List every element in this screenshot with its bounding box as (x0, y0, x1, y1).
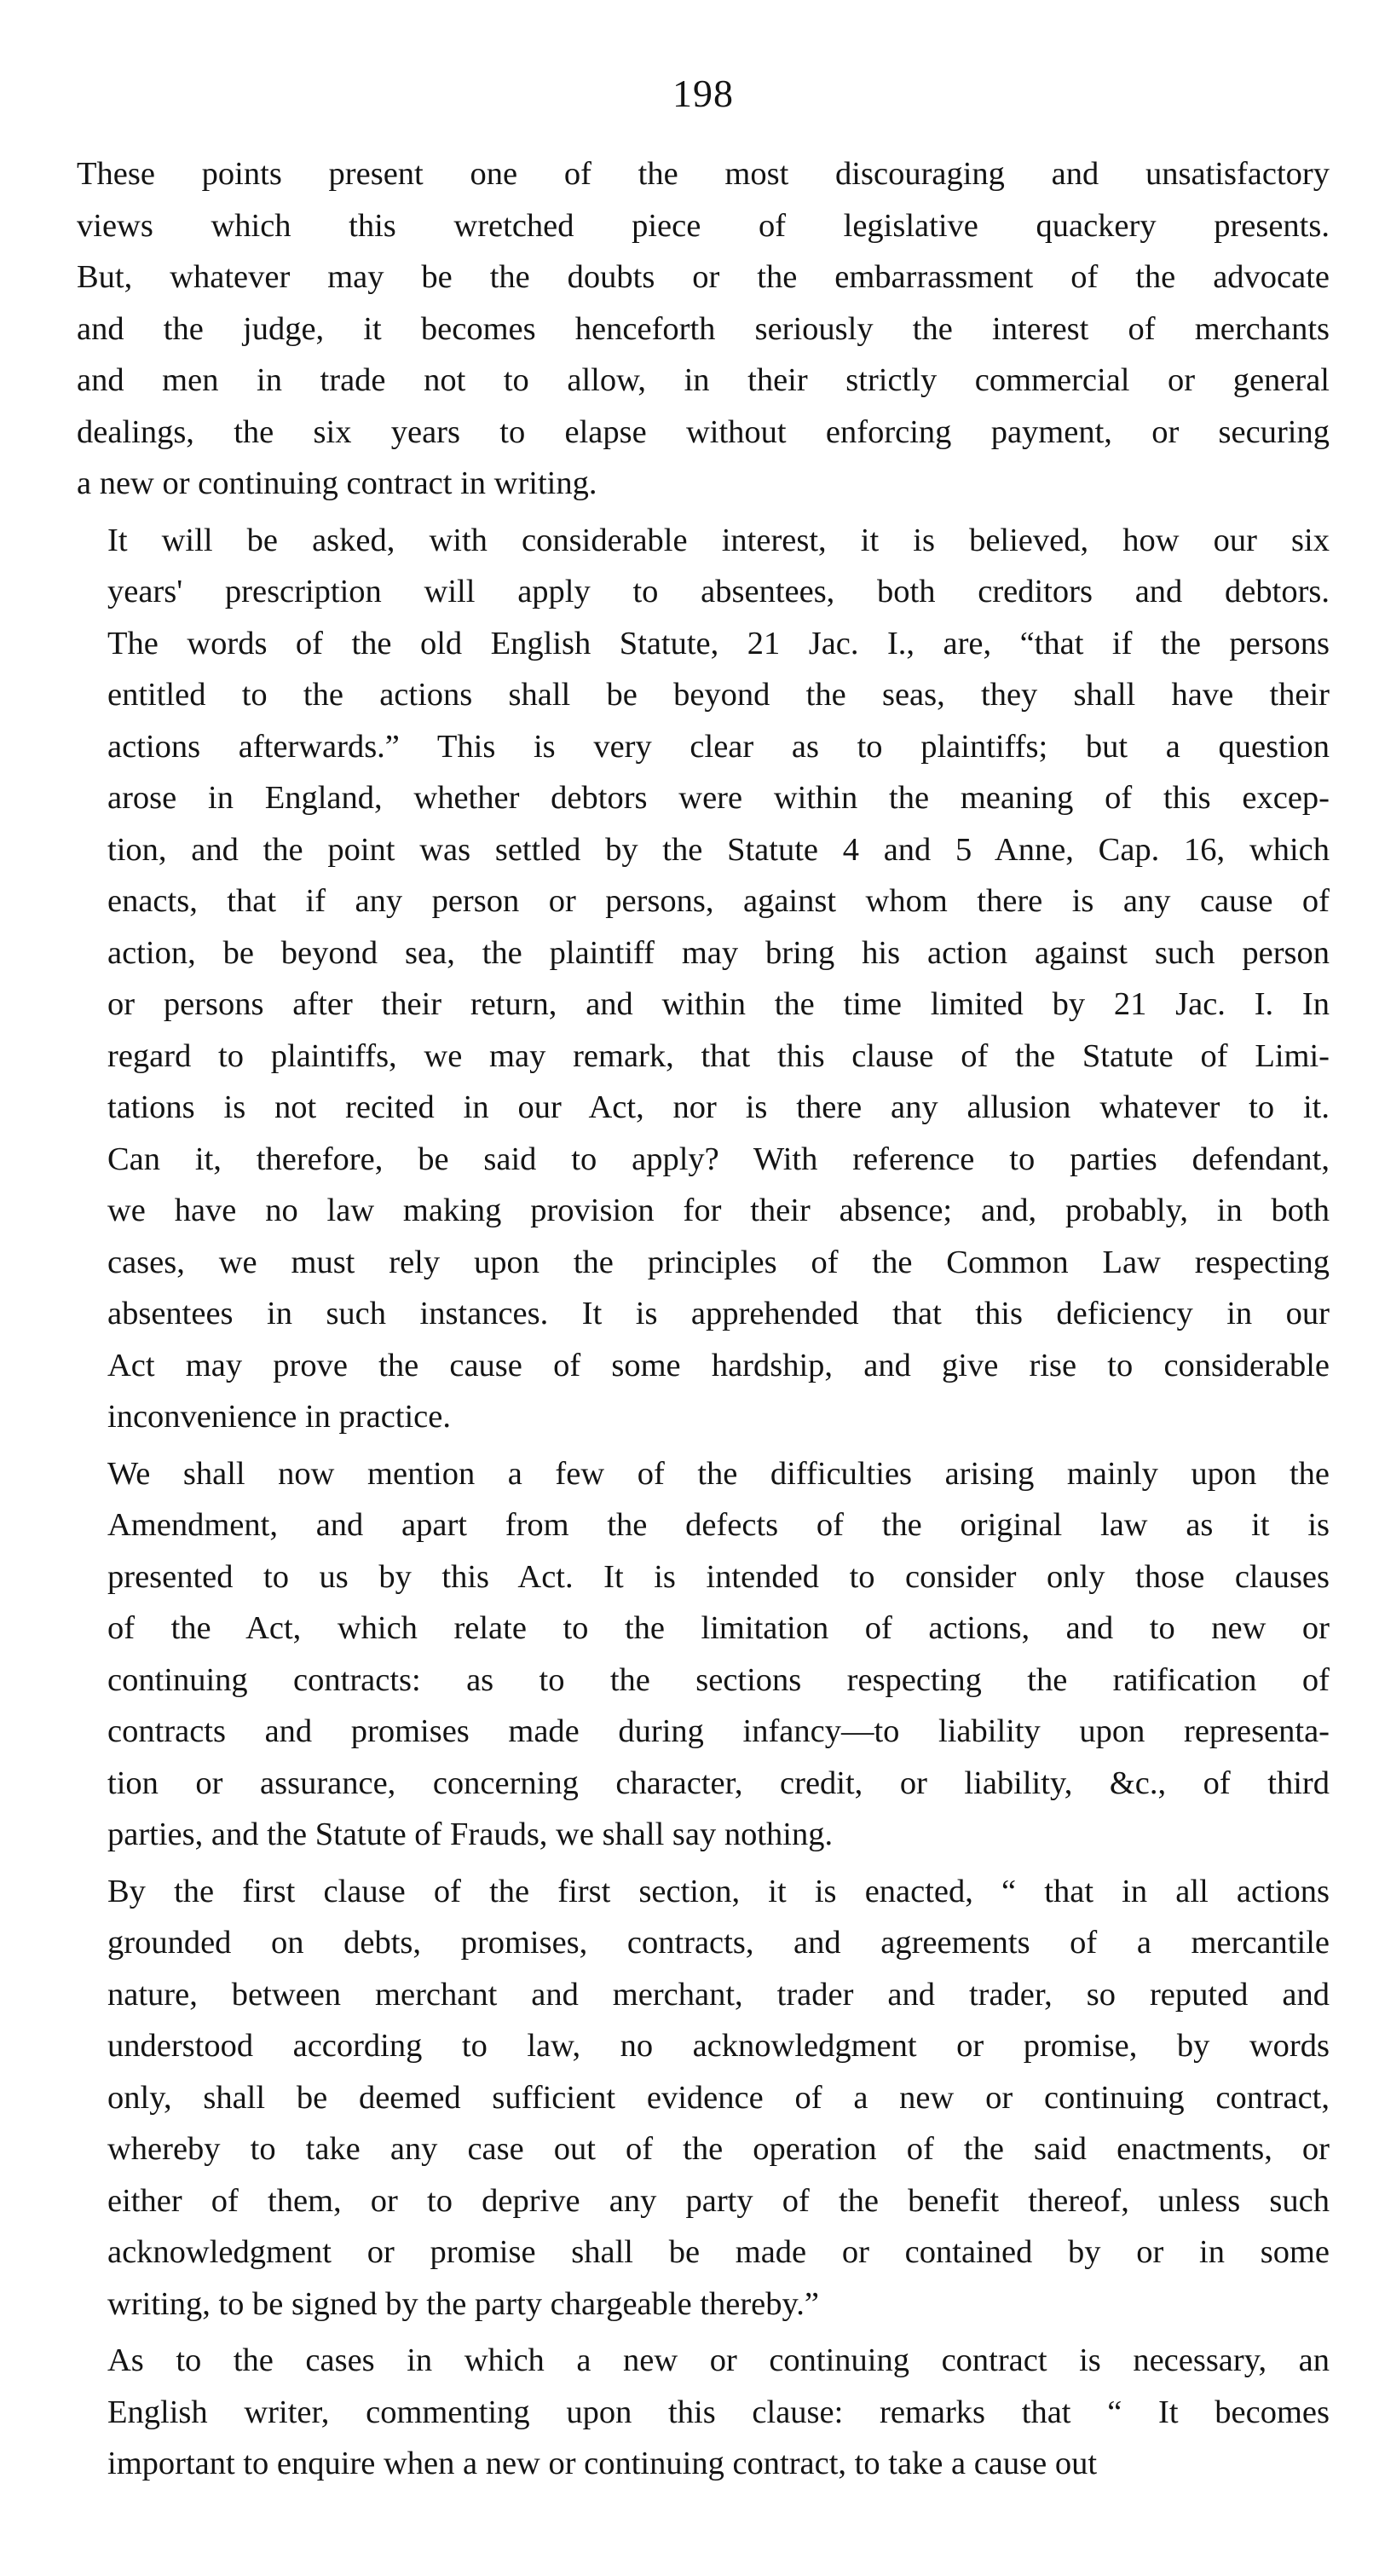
text-line: By the first clause of the first section, it is enacted, “ that in all actions (107, 1873, 1330, 1909)
text-line: presented to us by this Act. It is intended to consider only those clauses (107, 1558, 1330, 1595)
text-line: cases, we must rely upon the principles of the Common Law respecting (107, 1244, 1330, 1280)
document-page (77, 68, 1330, 2495)
text-line: a new or continuing contract in writing. (77, 465, 597, 501)
text-line: whereby to take any case out of the operation of the said enactments, or (107, 2131, 1330, 2167)
text-line: writing, to be signed by the party chargeable thereby.” (107, 2285, 819, 2322)
text-line: continuing contracts: as to the sections respecting the ratification of (107, 1661, 1330, 1698)
text-line: parties, and the Statute of Frauds, we shall say nothing. (107, 1816, 834, 1852)
text-line: dealings, the six years to elapse without enforcing payment, or securing (77, 413, 1330, 450)
text-line: grounded on debts, promises, contracts, and agreements of a mercantile (107, 1925, 1330, 1961)
text-line: and men in trade not to allow, in their strictly commercial or general (77, 362, 1330, 398)
text-line: either of them, or to deprive any party of the benefit thereof, unless such (107, 2182, 1330, 2219)
text-line: actions afterwards.” This is very clear as to plaintiffs; but a question (107, 728, 1330, 765)
text-line: arose in England, whether debtors were within the meaning of this excep- (107, 780, 1330, 816)
text-line: tion or assurance, concerning character, credit, or liability, &c., of third (107, 1765, 1330, 1801)
text-line: regard to plaintiffs, we may remark, that this clause of the Statute of Limi- (107, 1037, 1330, 1074)
text-line: or persons after their return, and within the time limited by 21 Jac. I. In (107, 986, 1330, 1022)
text-line: But, whatever may be the doubts or the embarrassment of the advocate (77, 259, 1330, 295)
text-line: As to the cases in which a new or continuing contract is necessary, an (107, 2342, 1330, 2378)
text-line: Can it, therefore, be said to apply? With reference to parties defendant, (107, 1141, 1330, 1177)
paragraph (77, 2335, 1330, 2490)
text-line: Act may prove the cause of some hardship, and give rise to considerable (107, 1347, 1330, 1383)
text-line: nature, between merchant and merchant, trader and trader, so reputed and (107, 1976, 1330, 2013)
text-line: views which this wretched piece of legislative quackery presents. (77, 207, 1330, 244)
text-line: absentees in such instances. It is apprehended that this deficiency in our (107, 1296, 1330, 1331)
paragraph (77, 1866, 1330, 2331)
paragraph (77, 1448, 1330, 1861)
text-line: tations is not recited in our Act, nor is there any allusion whatever to it. (107, 1089, 1330, 1125)
text-line: We shall now mention a few of the difficulties arising mainly upon the (107, 1455, 1330, 1492)
text-line: important to enquire when a new or continuing contract, to take a cause out (107, 2446, 1098, 2481)
text-line: acknowledgment or promise shall be made or contained by or in some (107, 2234, 1330, 2270)
text-line: only, shall be deemed sufficient evidence of a new or continuing contract, (107, 2079, 1330, 2116)
text-line: years' prescription will apply to absentees, both creditors and debtors. (107, 574, 1330, 609)
text-line: of the Act, which relate to the limitation of actions, and to new or (107, 1610, 1330, 1646)
text-line: Amendment, and apart from the defects of the original law as it is (107, 1507, 1330, 1543)
text-line: inconvenience in practice. (107, 1399, 451, 1435)
text-line: we have no law making provision for their absence; and, probably, in both (107, 1193, 1330, 1228)
text-line: tion, and the point was settled by the Statute 4 and 5 Anne, Cap. 16, which (107, 831, 1330, 868)
text-line: understood according to law, no acknowledgment or promise, by words (107, 2028, 1330, 2064)
paragraph (77, 515, 1330, 1443)
paragraph (77, 148, 1330, 510)
text-line: English writer, commenting upon this clause: remarks that “ It becomes (107, 2394, 1330, 2430)
text-line: entitled to the actions shall be beyond the seas, they shall have their (107, 677, 1330, 713)
text-line: enacts, that if any person or persons, against whom there is any cause of (107, 883, 1330, 919)
text-line: It will be asked, with considerable interest, it is believed, how our six (107, 522, 1330, 558)
text-line: and the judge, it becomes henceforth seriously the interest of merchants (77, 310, 1330, 347)
text-line: These points present one of the most discouraging and unsatisfactory (77, 156, 1330, 192)
page-number: 198 (672, 72, 734, 115)
body-text (77, 148, 1330, 2490)
text-line: contracts and promises made during infancy—to liability upon representa- (107, 1713, 1330, 1749)
text-line: action, be beyond sea, the plaintiff may bring his action against such person (107, 934, 1330, 971)
text-line: The words of the old English Statute, 21 Jac. I., are, “that if the persons (107, 625, 1330, 661)
